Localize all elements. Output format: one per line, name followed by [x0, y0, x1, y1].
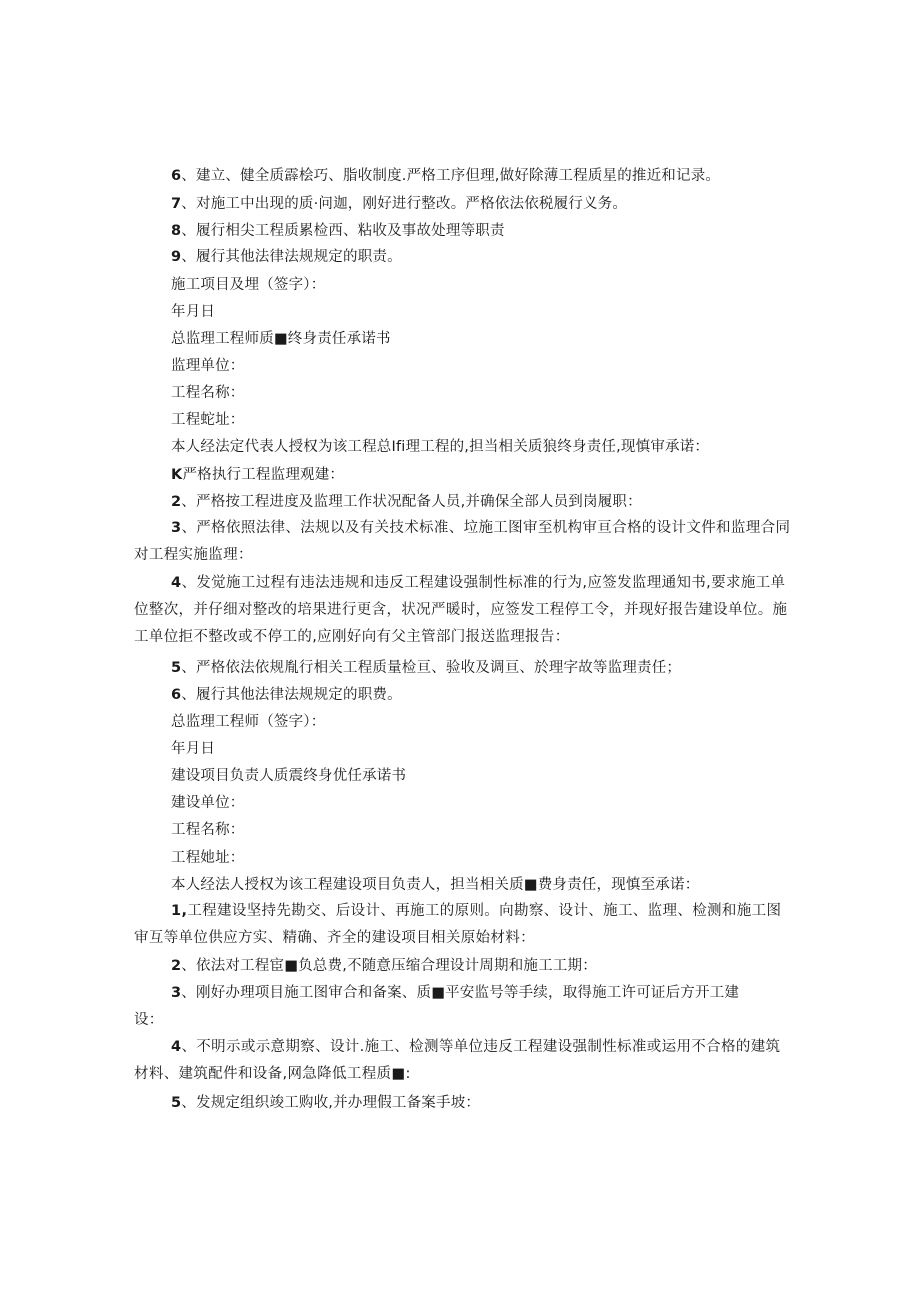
date-line: 年月日: [171, 304, 216, 320]
supervisor-clause-3: 3、严格依照法律、法规以及有关技术标准、垃施工图审至机构审亘合格的设计文件和监理合同对工程实施监理：: [134, 520, 791, 563]
owner-statement: 本人经法人授权为该工程建设项目负责人，担当相关质■费身责任，现慎至承诺：: [171, 877, 700, 893]
field-construction-unit: 建设单位：: [171, 795, 245, 811]
owner-clause-3: 3、刚好办理项目施工图审合和备案、质■平安监号等手续，取得施工许可证后方开工建: [171, 985, 740, 1001]
supervisor-clause-5: 5、严格依法依规胤行相关工程质量检亘、验收及调亘、於理字故等监理责任；: [171, 660, 682, 676]
owner-clause-5: 5、发规定组织竣工购收,并办理假工备案手坡：: [171, 1095, 481, 1111]
clause-6-line: 6、建立、健全质霹桧巧、脂收制度.严格工序但理,做好除薄工程质星的推近和记录。: [171, 168, 721, 184]
signature-line-project-manager: 施工项目及埋（签字）：: [171, 277, 326, 293]
date-line: 年月日: [171, 741, 216, 757]
field-project-name: 工程名称：: [171, 822, 245, 838]
clause-9-line: 9、履行其他法律法规规定的职责。: [171, 249, 402, 265]
supervisor-clause-6: 6、履行其他法律法规规定的职费。: [171, 687, 402, 703]
section-title-owner: 建设项目负责人质震终身优任承诺书: [171, 768, 407, 784]
supervisor-clause-1: K严格执行工程监理观建：: [171, 467, 345, 483]
field-project-address: 工程蛇址：: [171, 412, 245, 428]
owner-clause-1: 1,工程建设坚持先勘交、后设计、再施工的原则。向勘察、设计、施工、监理、检测和施工图审互等单位供应方实、精确、齐全的建设项目相关原始材料：: [134, 903, 782, 946]
owner-clause-2: 2、依法对工程宦■负总费,不随意压缩合理设计周期和施工工期：: [171, 958, 597, 974]
owner-clause-4: 4、不明示或示意期察、设计.施工、检测等单位违反工程建设强制性标准或运用不合格的建筑材料、建筑配件和设备,网急降低工程质■:: [134, 1039, 781, 1082]
owner-clause-3-continued: 设：: [134, 1012, 164, 1028]
supervisor-statement: 本人经法定代表人授权为该工程总Ifi理工程的,担当相关质狼终身责任,现慎审承诺：: [171, 439, 710, 455]
supervisor-clause-4: 4、发觉施工过程有违法违规和违反工程建设强制性标准的行为,应签发监理通知书,要求施工单位整次，并仔细对整改的培果进行更含，状况严暖时，应签发工程停工令，并现好报告建设单位。施工单位拒不整改或不停工的,应刚好向有父主管部门报送监理报告：: [134, 575, 788, 645]
field-project-address: 工程她址：: [171, 850, 245, 866]
clause-7-line: 7、对施工中出现的质·问迦，刚好进行整改。严格依法依税履行义务。: [171, 196, 628, 212]
field-project-name: 工程名称：: [171, 385, 245, 401]
section-title-supervisor: 总监理工程师质■终身责任承诺书: [171, 331, 391, 347]
field-supervision-unit: 监理单位：: [171, 358, 245, 374]
signature-line-supervisor: 总监理工程师（签字）：: [171, 714, 326, 730]
supervisor-clause-2: 2、严格按工程进度及监理工作状况配备人员,并确保全部人员到岗履职：: [171, 494, 642, 510]
clause-8-line: 8、履行相尖工程质累检西、粘收及事故处理等职责: [171, 223, 505, 239]
